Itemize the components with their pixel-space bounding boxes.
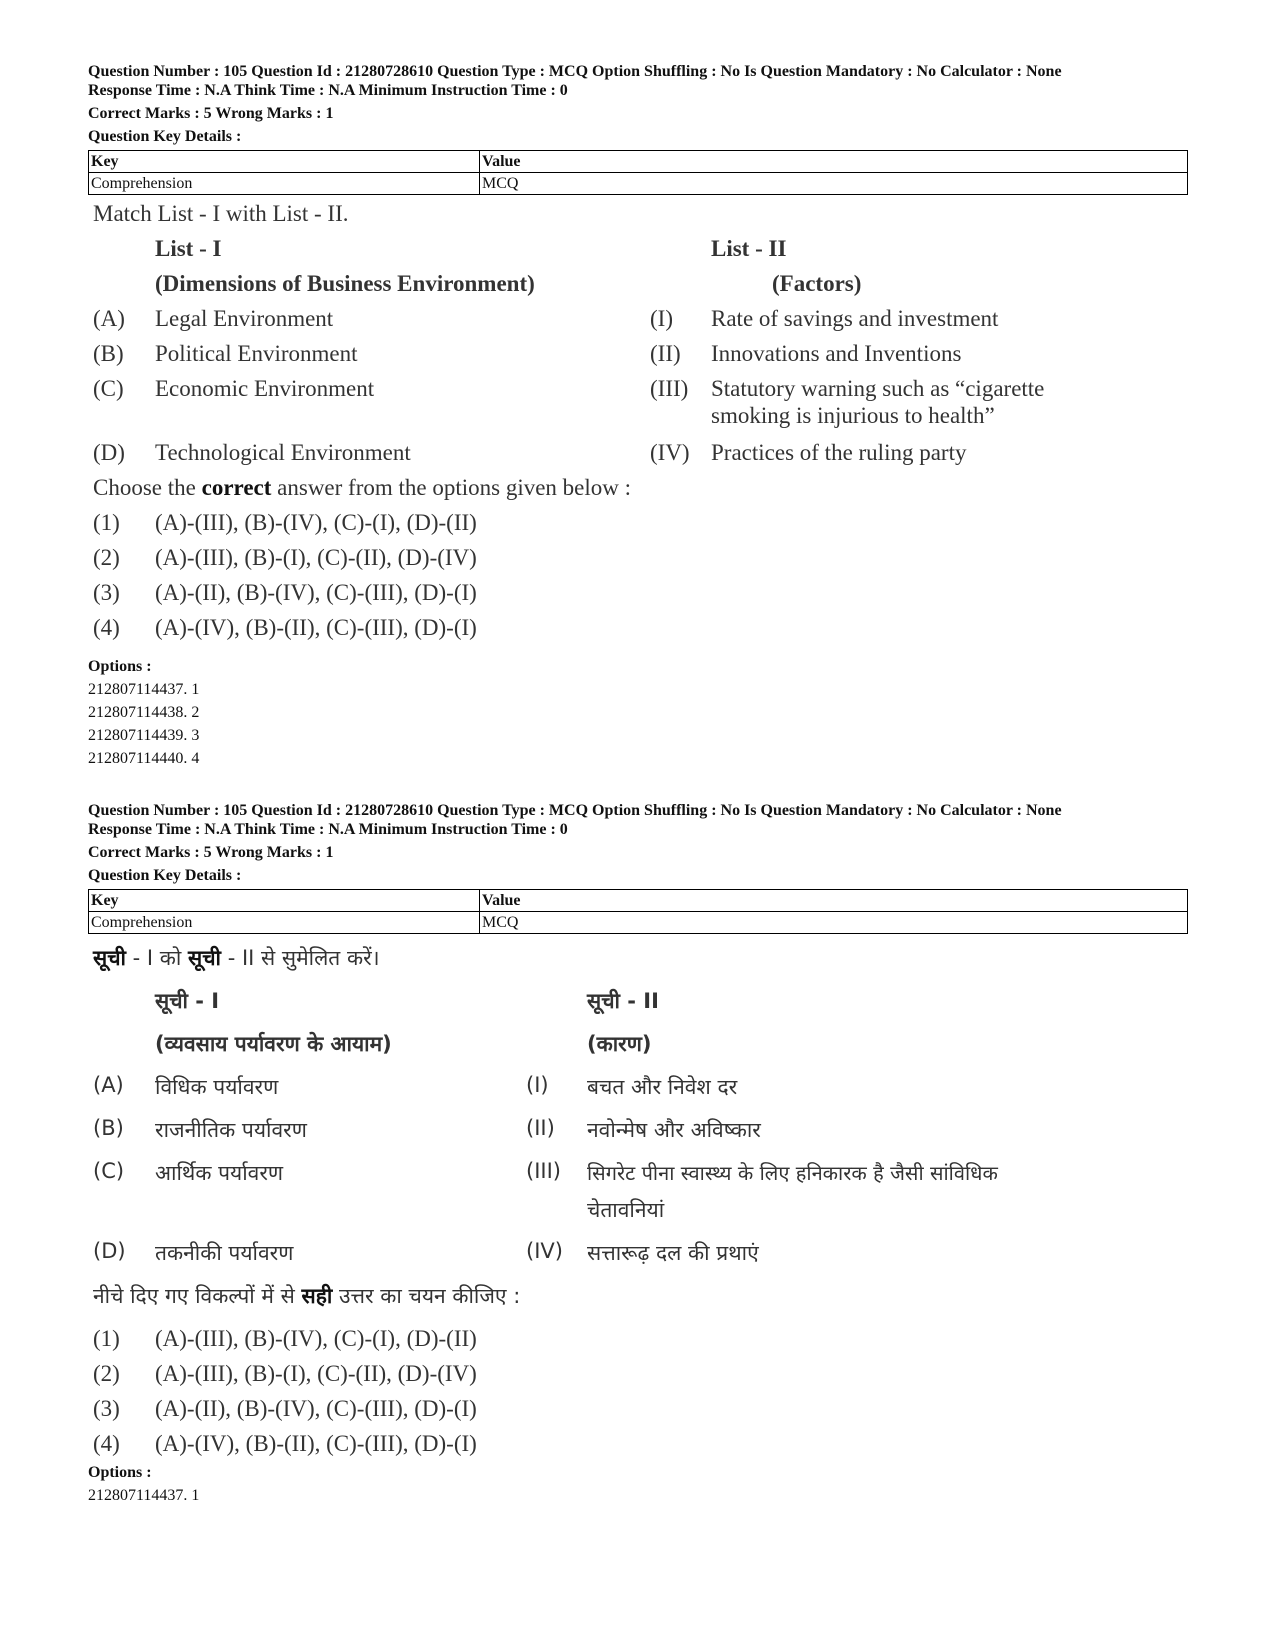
list-2-item: Practices of the ruling party	[711, 440, 967, 465]
list-2-item-continued: चेतावनियां	[587, 1198, 665, 1222]
answer-number: (3)	[93, 1396, 120, 1421]
table-row	[89, 912, 1188, 934]
list-1-item: राजनीतिक पर्यावरण	[155, 1118, 307, 1142]
choose-instruction	[93, 1282, 520, 1310]
options-section	[88, 1461, 199, 1507]
option-item: 212807114439. 3	[88, 727, 200, 744]
question-block-hindi	[88, 801, 1188, 1504]
list-2-item: सिगरेट पीना स्वास्थ्य के लिए हनिकारक है जैसी सांविधिक	[587, 1161, 998, 1185]
list-1-label: (B)	[93, 1116, 124, 1140]
answer-text: (A)-(III), (B)-(I), (C)-(II), (D)-(IV)	[155, 545, 477, 570]
meta-line-2: Response Time : N.A Think Time : N.A Minimum Instruction Time : 0	[88, 82, 568, 99]
answer-text: (A)-(II), (B)-(IV), (C)-(III), (D)-(I)	[155, 580, 477, 605]
table-header-row	[89, 890, 1188, 912]
answer-text: (A)-(IV), (B)-(II), (C)-(III), (D)-(I)	[155, 615, 477, 640]
question-meta	[88, 801, 1188, 885]
meta-line-3: Correct Marks : 5 Wrong Marks : 1	[88, 105, 334, 122]
option-item: 212807114438. 2	[88, 704, 200, 721]
answer-number: (4)	[93, 615, 120, 640]
option-item: 212807114440. 4	[88, 750, 200, 767]
answer-text: (A)-(III), (B)-(IV), (C)-(I), (D)-(II)	[155, 1326, 477, 1351]
list-1-label: (D)	[93, 1239, 126, 1263]
choose-text: answer from the options given below :	[271, 475, 632, 500]
answer-number: (1)	[93, 510, 120, 535]
list-1-label: (A)	[93, 306, 125, 331]
list-2-title: List - II	[711, 236, 787, 261]
meta-line-4: Question Key Details :	[88, 867, 242, 884]
choose-text: उत्तर का चयन कीजिए :	[332, 1284, 521, 1308]
list-1-item: तकनीकी पर्यावरण	[155, 1241, 294, 1265]
list-1-label: (C)	[93, 376, 124, 401]
option-item: 212807114437. 1	[88, 1487, 200, 1504]
list-1-item: विधिक पर्यावरण	[155, 1075, 279, 1099]
key-details-table	[88, 889, 1188, 934]
list-2-item: Statutory warning such as “cigarette	[711, 376, 1045, 401]
question-stem: Match List - I with List - II.	[93, 201, 349, 226]
choose-text: Choose the	[93, 475, 202, 500]
choose-emphasis: correct	[201, 475, 272, 500]
list-2-item-continued: smoking is injurious to health”	[711, 403, 995, 428]
meta-line-1: Question Number : 105 Question Id : 21280728610 Question Type : MCQ Option Shuffling : No Is Question Mandatory : No Calculator : None	[88, 63, 1062, 80]
list-2-label: (II)	[526, 1116, 555, 1140]
answer-number: (3)	[93, 580, 120, 605]
question-stem	[93, 944, 380, 972]
choose-text: नीचे दिए गए विकल्पों में से	[93, 1284, 302, 1308]
list-1-subtitle: (व्यवसाय पर्यावरण के आयाम)	[155, 1032, 392, 1056]
list-1-subtitle: (Dimensions of Business Environment)	[155, 271, 535, 296]
meta-line-4: Question Key Details :	[88, 128, 242, 145]
document-page	[88, 62, 1188, 1504]
table-cell-key: Comprehension	[89, 912, 480, 934]
choose-instruction	[93, 475, 631, 501]
options-label: Options :	[88, 1464, 152, 1481]
stem-text: - II से सुमेलित करें।	[221, 946, 380, 970]
meta-line-2: Response Time : N.A Think Time : N.A Minimum Instruction Time : 0	[88, 821, 568, 838]
list-2-label: (III)	[526, 1159, 561, 1183]
key-details-table	[88, 150, 1188, 195]
list-2-label: (IV)	[650, 440, 690, 465]
stem-text: - I को	[125, 946, 189, 970]
list-2-label: (I)	[526, 1073, 549, 1097]
list-2-label: (IV)	[526, 1239, 563, 1263]
list-2-item: Innovations and Inventions	[711, 341, 962, 366]
list-1-item: Legal Environment	[155, 306, 334, 331]
options-label: Options :	[88, 658, 152, 675]
list-1-label: (C)	[93, 1159, 125, 1183]
table-header-key: Key	[89, 151, 480, 173]
answer-text: (A)-(II), (B)-(IV), (C)-(III), (D)-(I)	[155, 1396, 477, 1421]
list-1-title: List - I	[155, 236, 222, 261]
list-1-label: (A)	[93, 1073, 124, 1097]
list-1-item: आर्थिक पर्यावरण	[155, 1161, 284, 1185]
stem-emphasis: सूची	[188, 946, 222, 970]
table-header-row	[89, 151, 1188, 173]
option-item: 212807114437. 1	[88, 681, 200, 698]
answer-number: (1)	[93, 1326, 120, 1351]
list-2-item: बचत और निवेश दर	[587, 1075, 738, 1099]
list-1-item: Political Environment	[155, 341, 358, 366]
table-cell-value: MCQ	[480, 173, 1188, 195]
list-1-item: Technological Environment	[155, 440, 411, 465]
table-header-key: Key	[89, 890, 480, 912]
answer-text: (A)-(III), (B)-(I), (C)-(II), (D)-(IV)	[155, 1361, 477, 1386]
answer-number: (2)	[93, 1361, 120, 1386]
table-header-value: Value	[480, 151, 1188, 173]
list-2-label: (I)	[650, 306, 673, 331]
table-row	[89, 173, 1188, 195]
list-2-item: Rate of savings and investment	[711, 306, 999, 331]
answer-text: (A)-(IV), (B)-(II), (C)-(III), (D)-(I)	[155, 1431, 477, 1456]
list-2-subtitle: (Factors)	[772, 271, 862, 296]
meta-line-1: Question Number : 105 Question Id : 21280728610 Question Type : MCQ Option Shuffling : No Is Question Mandatory : No Calculator : None	[88, 802, 1062, 819]
choose-emphasis: सही	[301, 1284, 333, 1308]
meta-line-3: Correct Marks : 5 Wrong Marks : 1	[88, 844, 334, 861]
answer-number: (2)	[93, 545, 120, 570]
list-2-subtitle: (कारण)	[587, 1032, 652, 1056]
list-2-item: नवोन्मेष और अविष्कार	[587, 1118, 761, 1142]
list-1-item: Economic Environment	[155, 376, 375, 401]
list-1-title: सूची - I	[155, 989, 220, 1013]
table-cell-key: Comprehension	[89, 173, 480, 195]
answer-text: (A)-(III), (B)-(IV), (C)-(I), (D)-(II)	[155, 510, 477, 535]
question-block-english	[88, 62, 1188, 767]
list-1-label: (D)	[93, 440, 125, 465]
list-2-title: सूची - II	[587, 989, 659, 1013]
list-2-label: (III)	[650, 376, 689, 401]
stem-emphasis: सूची	[93, 946, 126, 970]
table-header-value: Value	[480, 890, 1188, 912]
list-2-label: (II)	[650, 341, 681, 366]
question-meta	[88, 62, 1188, 146]
table-cell-value: MCQ	[480, 912, 1188, 934]
answer-number: (4)	[93, 1431, 120, 1456]
options-section	[88, 655, 199, 770]
list-1-label: (B)	[93, 341, 124, 366]
list-2-item: सत्तारूढ़ दल की प्रथाएं	[587, 1241, 759, 1265]
